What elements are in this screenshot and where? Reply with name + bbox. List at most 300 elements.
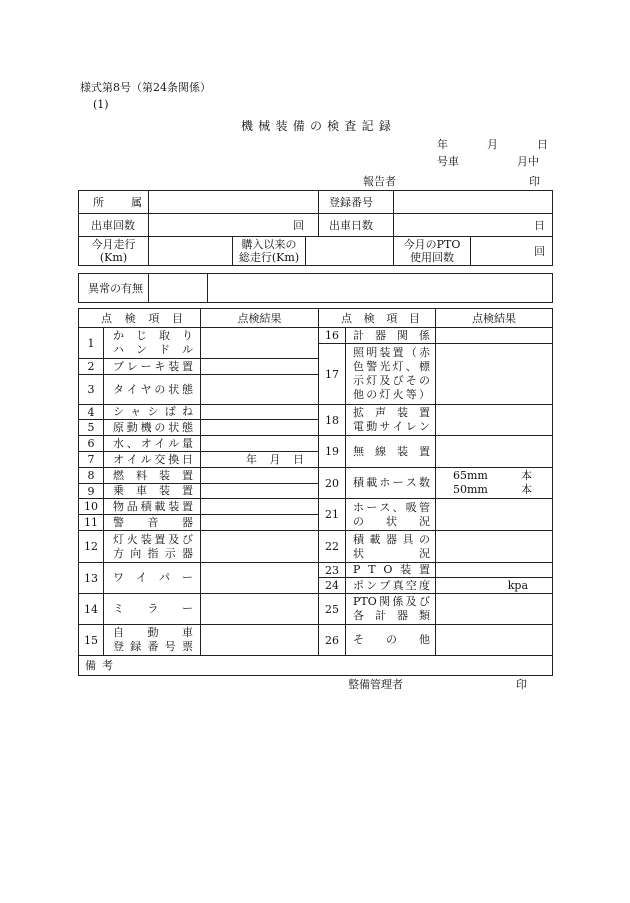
registration-number-label: 登録番号: [319, 191, 394, 214]
label-char: 量: [181, 436, 193, 450]
label-char: 積: [353, 476, 364, 489]
label-char: 録: [378, 119, 391, 133]
label-char: の: [353, 514, 364, 528]
oil-change-date: [246, 453, 304, 466]
label-char: 置: [182, 468, 193, 482]
label-char: 燃: [113, 468, 124, 482]
item-4-result: [201, 405, 319, 420]
label-char: 取: [159, 329, 170, 342]
label-char: そ: [405, 374, 417, 387]
item-15-result: [201, 625, 319, 656]
item-1-label-line: [113, 343, 193, 357]
item-3-result: [201, 375, 319, 405]
item-17-number: 17: [319, 344, 346, 405]
item-2-label-line: [113, 360, 193, 374]
label-char: オ: [140, 436, 152, 450]
item-16-number: 16: [319, 328, 346, 344]
monthly-pto-unit: 回: [471, 237, 553, 266]
item-26-label: [346, 625, 436, 656]
label-char: 無: [353, 444, 364, 458]
monthly-pto-label: [394, 237, 471, 266]
item-4-label-line: [113, 405, 193, 419]
monthly-mileage-line: (Km): [99, 251, 128, 264]
label-char: 計: [353, 328, 364, 342]
label-char: 装: [397, 406, 408, 419]
item-22-label: [346, 531, 436, 563]
label-char: ー: [182, 571, 193, 584]
label-char: 置: [419, 406, 430, 419]
label-char: 項: [386, 311, 398, 325]
item-18-label-line: [353, 406, 430, 420]
item-15-label: [104, 625, 201, 656]
item-7-label-line: [113, 453, 193, 467]
label-char: ス: [379, 500, 391, 514]
label-char: 赤: [418, 346, 430, 359]
label-char: 、: [405, 360, 417, 373]
label-char: 物: [113, 499, 124, 513]
item-21-label: [346, 499, 436, 531]
label-char: 置: [182, 484, 193, 497]
item-18-label-line: [353, 420, 430, 434]
registration-number-value: [394, 191, 553, 214]
label-char: 備: [292, 119, 305, 133]
date-day-label: 日: [537, 138, 548, 151]
item-24-label: [346, 578, 436, 594]
label-char: 線: [375, 444, 386, 458]
item-21-label-line: [353, 501, 430, 515]
label-char: の: [386, 633, 397, 646]
item-20-number: 20: [319, 468, 346, 499]
label-char: 機: [241, 119, 254, 133]
label-char: 火: [392, 388, 404, 401]
label-char: 等: [405, 388, 417, 401]
item-22-result: [436, 531, 553, 563]
label-char: イ: [136, 571, 147, 584]
label-char: イ: [126, 382, 138, 396]
hose-65-size: 65mm: [453, 469, 488, 482]
item-10-number: 10: [79, 499, 104, 515]
item-header-right-text: [341, 312, 420, 325]
label-char: 係: [419, 328, 430, 342]
label-char: 況: [419, 546, 430, 560]
label-char: ン: [418, 420, 430, 433]
total-mileage-value: [306, 237, 394, 266]
item-19-number: 19: [319, 436, 346, 468]
label-char: か: [113, 329, 124, 342]
label-char: ば: [164, 405, 176, 418]
hose-65-unit: 本: [521, 469, 532, 482]
item-1-number: 1: [79, 328, 104, 359]
label-char: 度: [418, 578, 430, 592]
label-char: ル: [140, 452, 152, 466]
label-char: 械: [258, 119, 271, 133]
label-char: 動: [366, 420, 378, 433]
label-char: ホ: [353, 500, 364, 514]
label-char: 載: [366, 476, 378, 489]
label-char: 各: [353, 609, 364, 622]
label-char: レ: [405, 420, 417, 433]
item-1-label: [104, 328, 201, 359]
hose-50-row: [453, 483, 532, 497]
label-char: 点: [101, 311, 112, 325]
label-char: ン: [366, 578, 378, 592]
label-char: ヤ: [140, 382, 152, 396]
item-10-label-line: [113, 500, 193, 514]
label-char: の: [309, 119, 322, 133]
label-char: 音: [147, 515, 159, 529]
label-char: イ: [126, 452, 138, 466]
item-19-result: [436, 436, 553, 468]
label-char: シ: [113, 405, 124, 418]
label-char: 所: [93, 195, 104, 209]
label-char: 交: [154, 452, 166, 466]
label-char: 及: [405, 595, 417, 608]
label-char: 管: [418, 500, 430, 514]
label-char: 装: [159, 484, 170, 497]
label-char: ね: [182, 405, 193, 418]
label-char: ド: [159, 343, 170, 356]
item-12-number: 12: [79, 531, 104, 563]
item-6-result: [201, 436, 319, 452]
item-26-number: 26: [319, 625, 346, 656]
label-char: 吸: [405, 500, 417, 514]
item-20-result: [436, 468, 553, 499]
label-char: 装: [168, 359, 180, 373]
item-23-label: [346, 563, 436, 578]
label-char: ー: [182, 602, 193, 615]
date-year-label: 年: [437, 138, 448, 151]
label-char: 登: [113, 640, 124, 653]
label-char: り: [182, 329, 193, 342]
label-char: サ: [379, 420, 391, 433]
oil-change-month-label: 月: [269, 453, 281, 466]
item-25-label-line: [353, 609, 430, 623]
label-char: 及: [168, 532, 180, 546]
result-header-left: 点検結果: [201, 309, 319, 328]
item-5-result: [201, 420, 319, 436]
label-char: 空: [405, 578, 417, 592]
item-22-label-line: [353, 547, 430, 561]
dispatch-count-unit: 回: [149, 214, 319, 237]
item-21-label-line: [353, 515, 430, 529]
label-char: 属: [131, 195, 142, 209]
vehicle-info-table: [78, 190, 553, 266]
item-19-label: [346, 436, 436, 468]
label-char: ス: [405, 476, 417, 489]
label-char: PTO: [353, 595, 377, 608]
label-char: 数: [418, 476, 430, 489]
label-char: 状: [168, 382, 180, 396]
label-char: 備: [85, 659, 96, 672]
item-25-label: [346, 594, 436, 625]
total-mileage-line: 総走行(Km): [238, 251, 300, 264]
label-char: シ: [147, 405, 159, 418]
label-char: キ: [154, 359, 166, 373]
label-char: 具: [402, 532, 414, 546]
remarks-label: [85, 659, 113, 672]
item-23-label-line: [353, 563, 430, 577]
item-8-result: [201, 468, 319, 484]
item-6-number: 6: [79, 436, 104, 452]
label-char: 積: [140, 499, 152, 513]
item-11-label: [104, 515, 201, 531]
item-21-number: 21: [319, 499, 346, 531]
label-char: 置: [419, 444, 430, 458]
label-char: イ: [392, 420, 404, 433]
item-12-label: [104, 531, 201, 563]
item-14-result: [201, 594, 319, 625]
item-header-right: [319, 309, 436, 328]
label-char: 自: [113, 626, 124, 639]
item-17-result: [436, 344, 553, 405]
item-12-label-line: [113, 547, 193, 561]
label-char: 装: [397, 444, 408, 458]
label-char: 況: [419, 514, 430, 528]
label-char: 料: [136, 468, 147, 482]
label-char: 装: [400, 563, 412, 576]
label-char: 明: [366, 346, 378, 359]
label-char: 票: [182, 640, 193, 653]
label-char: 点: [341, 311, 352, 325]
item-22-label-line: [353, 533, 430, 547]
label-char: 状: [386, 514, 397, 528]
item-12-label-line: [113, 533, 193, 547]
item-15-label-line: [113, 626, 193, 640]
abnormality-table: [78, 273, 553, 303]
item-11-label-line: [113, 516, 193, 530]
item-13-result: [201, 563, 319, 594]
reporter-label: 報告者: [363, 175, 396, 188]
oil-change-year-label: 年: [246, 453, 257, 466]
label-char: パ: [159, 571, 170, 584]
label-char: タ: [113, 382, 124, 396]
item-13-number: 13: [79, 563, 104, 594]
item-6-label: [104, 436, 201, 452]
label-char: 真: [392, 578, 404, 592]
item-21-result: [436, 499, 553, 531]
label-char: ポ: [353, 578, 364, 592]
item-23-number: 23: [319, 563, 346, 578]
sheet-number: (1): [93, 98, 109, 111]
label-char: 装: [379, 346, 391, 359]
label-char: 態: [181, 382, 193, 396]
item-10-result: [201, 499, 319, 515]
dispatch-count-label: 出車回数: [79, 214, 149, 237]
label-char: 考: [102, 659, 113, 672]
total-mileage-line: 購入以来の: [241, 238, 297, 251]
remarks-row: [79, 656, 553, 676]
label-char: イ: [154, 436, 166, 450]
item-16-result: [436, 328, 553, 344]
document-title: [241, 120, 391, 132]
label-char: ル: [182, 343, 193, 356]
label-char: 置: [418, 563, 430, 576]
item-7-label: [104, 452, 201, 468]
label-char: ワ: [113, 571, 124, 584]
label-char: 状: [353, 546, 364, 560]
label-char: 照: [353, 346, 364, 359]
label-char: 灯: [366, 374, 378, 387]
label-char: 置: [181, 499, 193, 513]
label-char: 査: [344, 119, 357, 133]
label-char: 方: [113, 546, 124, 560]
label-char: 器: [182, 515, 193, 529]
label-char: 他: [419, 633, 430, 646]
label-char: び: [418, 595, 430, 608]
label-char: 原: [113, 420, 124, 434]
item-15-number: 15: [79, 625, 104, 656]
item-7-result: [201, 452, 319, 468]
label-char: 類: [419, 609, 430, 622]
label-char: 係: [392, 595, 404, 608]
label-char: 動: [147, 626, 159, 639]
vehicle-number-label: 号車: [437, 155, 459, 168]
item-17-label: [346, 344, 436, 405]
label-char: ル: [168, 436, 180, 450]
item-18-label: [346, 405, 436, 436]
item-25-number: 25: [319, 594, 346, 625]
item-24-result-unit: kpa: [436, 578, 553, 594]
label-char: 記: [361, 119, 374, 133]
label-char: 機: [140, 420, 152, 434]
item-17-label-line: [353, 374, 430, 388]
hose-50-size: 50mm: [453, 483, 488, 496]
total-mileage-label: [233, 237, 306, 266]
item-20-label: [346, 468, 436, 499]
label-char: 及: [379, 374, 391, 387]
item-16-label: [346, 328, 436, 344]
item-8-label: [104, 468, 201, 484]
item-header-left-text: [101, 312, 183, 325]
label-char: O: [383, 563, 393, 576]
label-char: 標: [418, 360, 430, 373]
item-12-result: [201, 531, 319, 563]
label-char: 日: [181, 452, 193, 466]
item-8-label-line: [113, 469, 193, 483]
label-char: 車: [136, 484, 147, 497]
label-char: 警: [113, 515, 124, 529]
label-char: 動: [126, 420, 138, 434]
label-char: 器: [182, 546, 193, 560]
label-char: 装: [140, 532, 152, 546]
item-10-label: [104, 499, 201, 515]
item-26-label-line: [353, 633, 430, 647]
item-2-result: [201, 359, 319, 375]
item-5-label: [104, 420, 201, 436]
label-char: 水: [113, 436, 124, 450]
item-4-label: [104, 405, 201, 420]
label-char: ャ: [130, 405, 142, 418]
label-char: 品: [126, 499, 138, 513]
item-24-label-line: [353, 579, 430, 593]
label-char: ラ: [147, 602, 159, 615]
item-13-label-line: [113, 571, 193, 585]
form-number: 様式第8号（第24条関係）: [80, 81, 211, 94]
label-char: 関: [397, 328, 408, 342]
item-25-result: [436, 594, 553, 625]
affiliation-label-cell: [79, 191, 149, 214]
label-char: 乗: [113, 484, 124, 497]
label-char: 示: [353, 374, 364, 387]
result-header-right: 点検結果: [436, 309, 553, 328]
monthly-mileage-label: [79, 237, 149, 266]
label-char: の: [419, 532, 430, 546]
label-char: 号: [164, 640, 176, 653]
item-6-label-line: [113, 437, 193, 451]
affiliation-label: [93, 196, 142, 209]
item-1-label-line: [113, 329, 193, 343]
item-7-number: 7: [79, 452, 104, 468]
label-char: 装: [159, 468, 170, 482]
label-char: じ: [136, 329, 147, 342]
label-char: 検: [327, 119, 340, 133]
label-char: 光: [379, 360, 391, 373]
item-15-label-line: [113, 640, 193, 654]
item-5-label-line: [113, 421, 193, 435]
label-char: 装: [275, 119, 288, 133]
label-char: 計: [375, 609, 386, 622]
label-char: 載: [369, 532, 381, 546]
label-char: レ: [126, 359, 138, 373]
item-9-number: 9: [79, 484, 104, 499]
label-char: 換: [168, 452, 180, 466]
item-3-label: [104, 375, 201, 405]
item-24-number: 24: [319, 578, 346, 594]
label-char: 警: [366, 360, 378, 373]
monthly-mileage-value: [149, 237, 233, 266]
hose-50-unit: 本: [521, 483, 532, 496]
label-char: ブ: [113, 359, 124, 373]
label-char: （: [405, 346, 417, 359]
item-18-number: 18: [319, 405, 346, 436]
item-23-result: [436, 563, 553, 578]
item-17-label-line: [353, 388, 430, 402]
label-char: び: [392, 374, 404, 387]
label-char: 灯: [392, 360, 404, 373]
item-22-number: 22: [319, 531, 346, 563]
label-char: 検: [363, 311, 375, 325]
label-char: 、: [126, 436, 138, 450]
item-26-result: [436, 625, 553, 656]
label-char: 積: [353, 532, 364, 546]
label-char: 色: [353, 360, 364, 373]
label-char: 態: [181, 420, 193, 434]
label-char: ミ: [113, 602, 124, 615]
label-char: 置: [392, 346, 404, 359]
label-char: そ: [353, 633, 364, 646]
label-char: P: [353, 563, 361, 576]
item-25-label-line: [353, 595, 430, 609]
maintenance-manager-seal: 印: [516, 678, 527, 691]
hose-65-row: [453, 469, 532, 483]
item-1-result: [201, 328, 319, 359]
item-19-label-line: [353, 445, 430, 459]
label-char: 置: [154, 532, 166, 546]
abnormality-label: 異常の有無: [79, 274, 149, 303]
item-14-label-line: [113, 602, 193, 616]
label-char: 器: [375, 328, 386, 342]
item-20-label-line: [353, 476, 430, 490]
label-char: T: [368, 563, 376, 576]
label-char: 灯: [379, 388, 391, 401]
label-char: 装: [168, 499, 180, 513]
label-char: 車: [182, 626, 193, 639]
label-char: 器: [386, 532, 397, 546]
abnormality-detail: [208, 274, 553, 303]
item-14-label: [104, 594, 201, 625]
label-char: 状: [168, 420, 180, 434]
label-char: 器: [397, 609, 408, 622]
